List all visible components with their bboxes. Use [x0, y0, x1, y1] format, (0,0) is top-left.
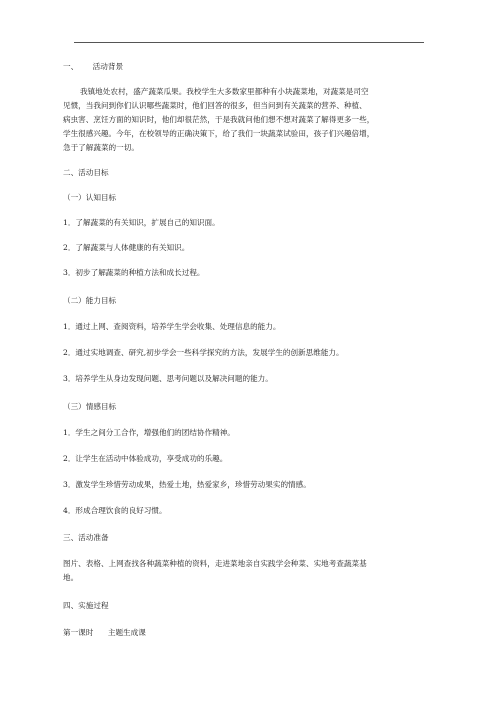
- preparation-line-2: 地。: [63, 573, 79, 582]
- cognitive-goal-1: 1．了解蔬菜的有关知识，扩展自己的知识面。: [63, 218, 220, 227]
- background-line-3: 病虫害、烹饪方面的知识时，他们却很茫然，于是我就问他们想不想对蔬菜了解得更多一些，: [63, 115, 375, 124]
- lesson-one-line: 第一课时 主题生成课: [63, 628, 146, 637]
- background-line-2: 见惯，当我问到你们认识哪些蔬菜时，他们回答的很多，但当问到有关蔬菜的营养、种植、: [63, 101, 367, 110]
- preparation-line-1: 图片、表格、上网查找各种蔬菜种植的资料，走进菜地亲自实践学会种菜、实地考查蔬菜基: [63, 559, 367, 568]
- emotion-goals-heading: （三）情感目标: [63, 402, 117, 411]
- section-1-heading: 一、 活动背景: [63, 62, 124, 71]
- cognitive-goal-2: 2．了解蔬菜与人体健康的有关知识。: [63, 243, 190, 252]
- ability-goal-1: 1．通过上网、查阅资料，培养学生学会收集、处理信息的能力。: [63, 322, 281, 331]
- ability-goals-heading: （二）能力目标: [63, 296, 117, 305]
- ability-goal-2: 2．通过实地调查、研究,初步学会一些科学探究的方法，发展学生的创新思维能力。: [63, 348, 344, 357]
- emotion-goal-1: 1．学生之间分工合作，增强他们的团结协作精神。: [63, 428, 235, 437]
- cognitive-goal-3: 3．初步了解蔬菜的种植方法和成长过程。: [63, 268, 205, 277]
- background-line-4: 学生很感兴趣。今年，在校领导的正确决策下，给了我们一块蔬菜试验田，孩子们兴趣倍增，: [63, 129, 375, 138]
- emotion-goal-3: 3．激发学生珍惜劳动成果，热爱土地，热爱家乡，珍惜劳动果实的情感。: [63, 480, 311, 489]
- background-line-5: 急于了解蔬菜的一切。: [63, 143, 139, 152]
- emotion-goal-4: 4．形成合理饮食的良好习惯。: [63, 506, 167, 515]
- emotion-goal-2: 2．让学生在活动中体验成功，享受成功的乐趣。: [63, 454, 228, 463]
- background-line-1: 我镇地处农村，盛产蔬菜瓜果。我校学生大多数家里都种有小块蔬菜地，对蔬菜是司空: [80, 87, 369, 96]
- cognitive-goals-heading: （一）认知目标: [63, 193, 117, 202]
- section-3-heading: 三、活动准备: [63, 533, 109, 542]
- section-2-heading: 二、活动目标: [63, 168, 109, 177]
- header-rule: [74, 42, 424, 43]
- ability-goal-3: 3．培养学生从身边发现问题、思考问题以及解决问题的能力。: [63, 374, 273, 383]
- section-4-heading: 四、实施过程: [63, 601, 109, 610]
